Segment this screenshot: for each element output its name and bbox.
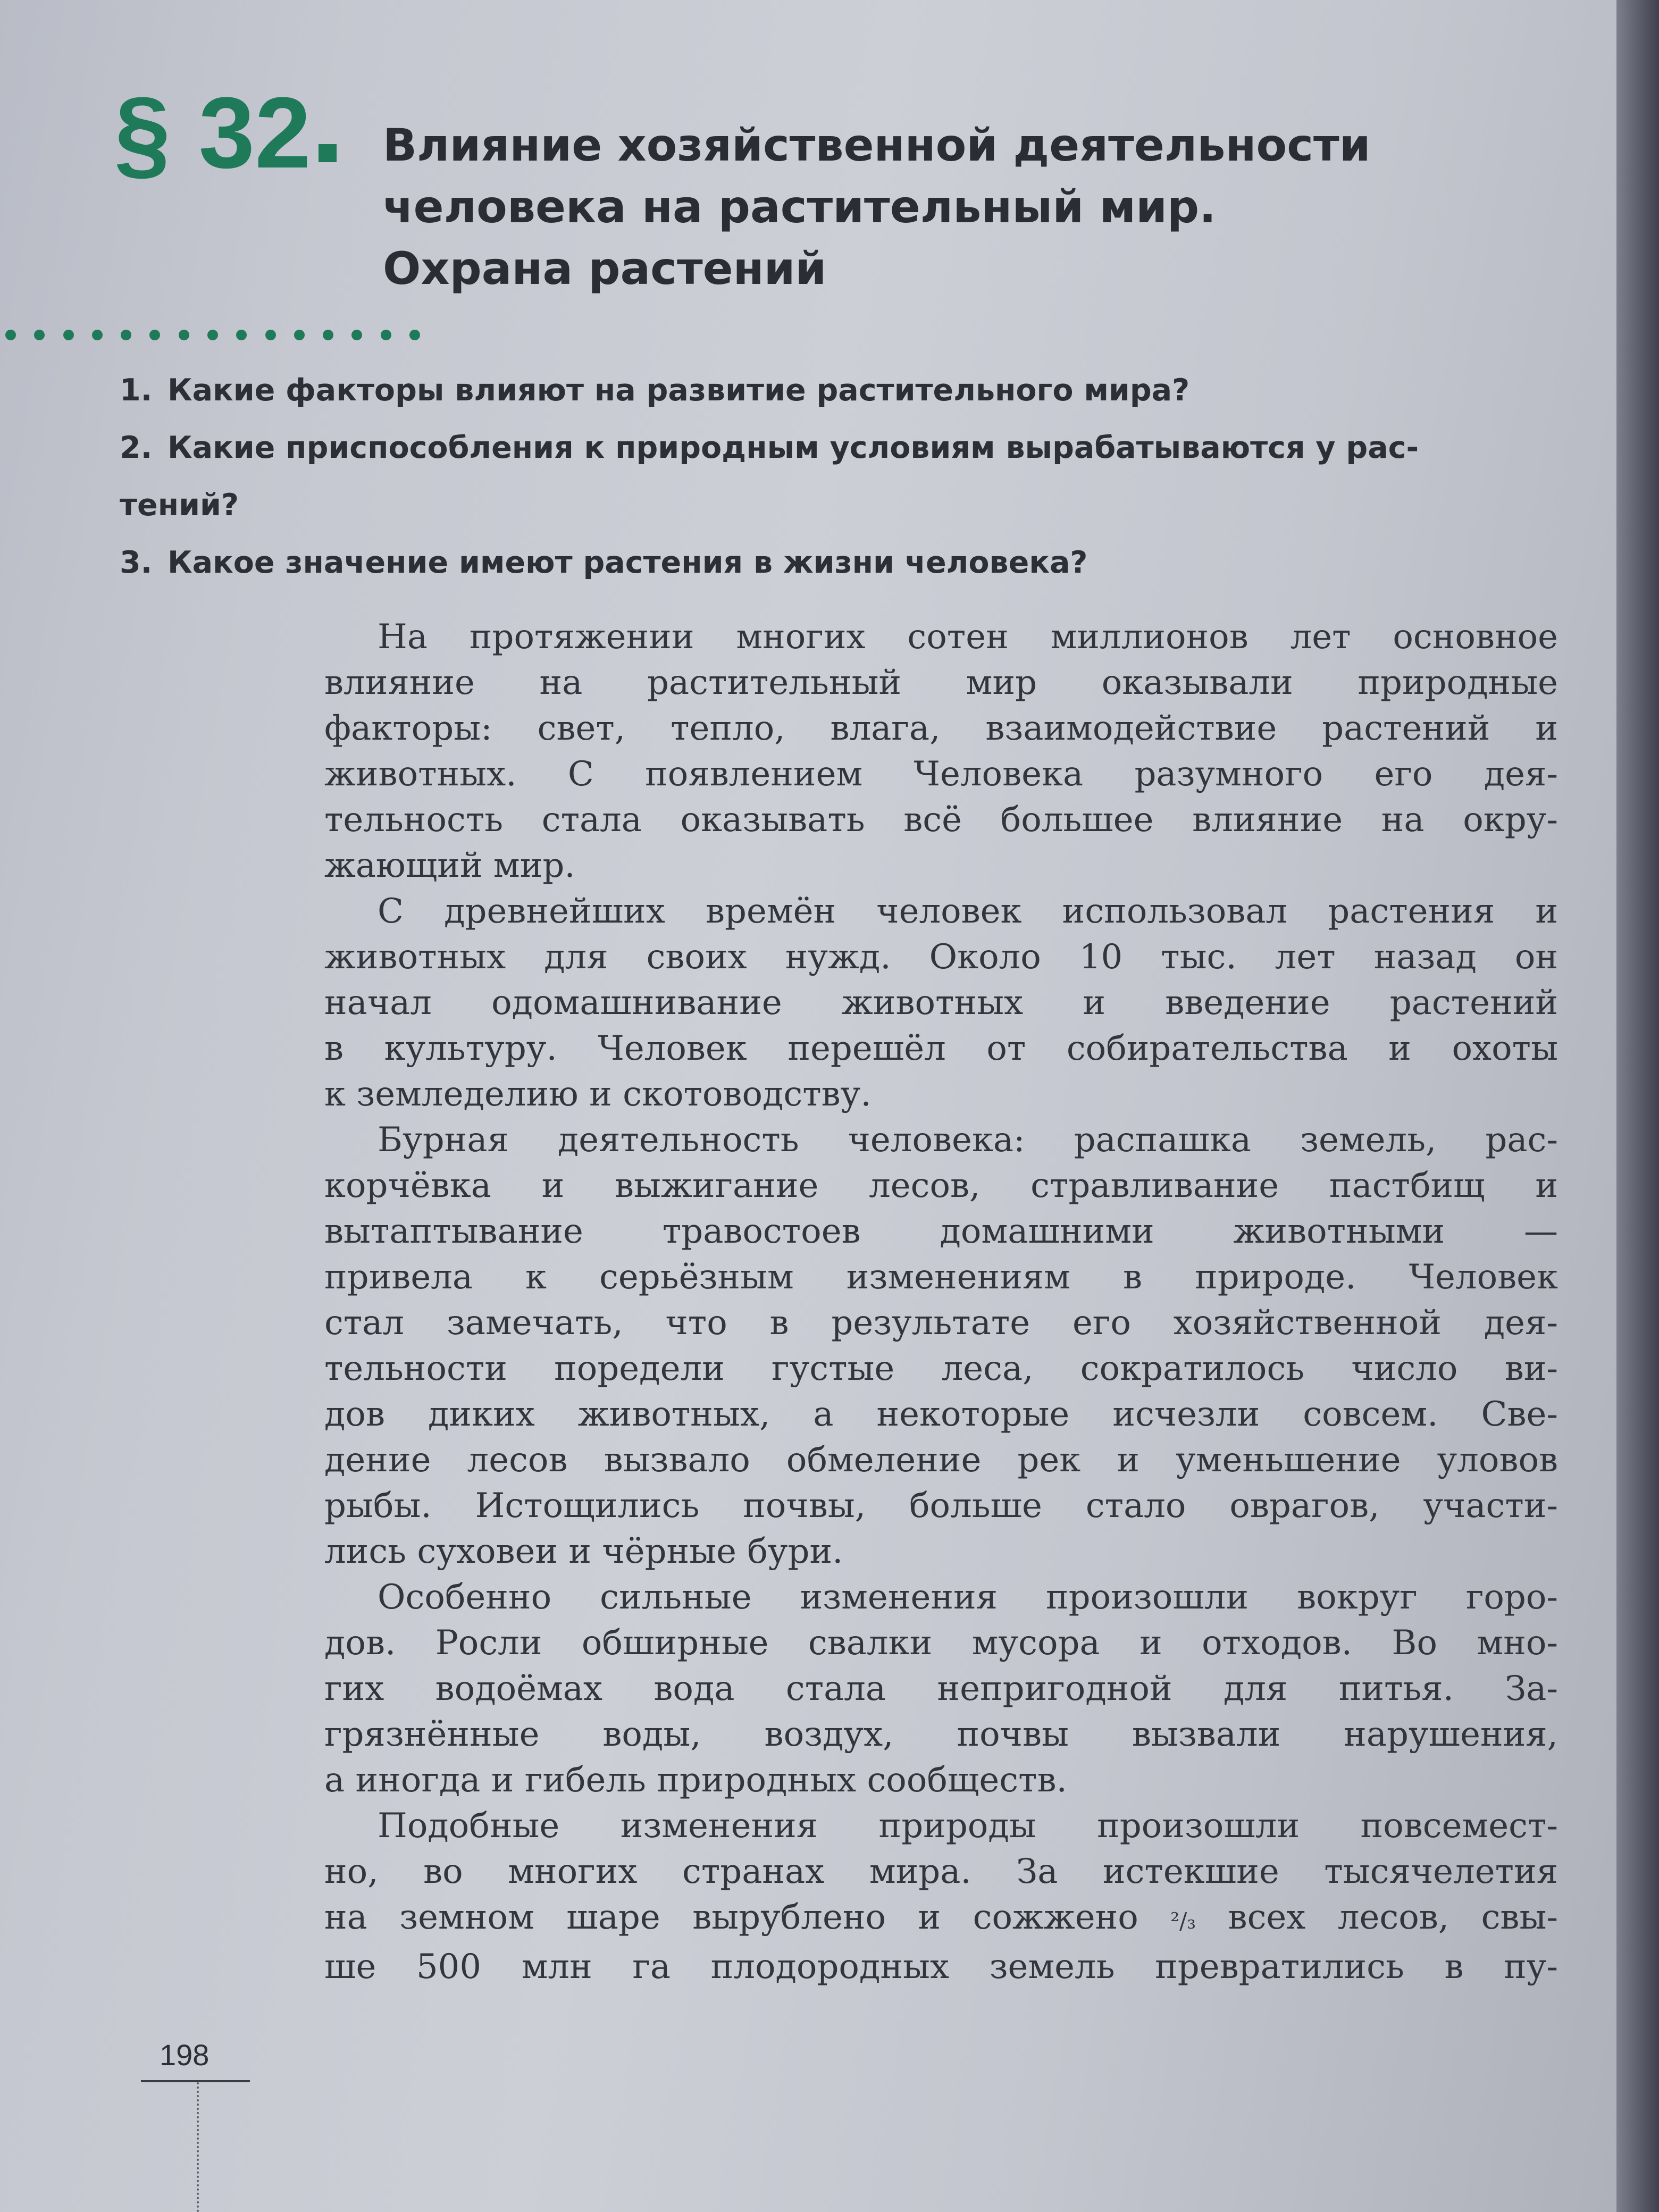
paragraph: [324, 1574, 1558, 1803]
text-line: тельность стала оказывать всё большее влияние на окру-: [324, 800, 1558, 840]
text-line: начал одомашнивание животных и введение растений: [324, 983, 1558, 1023]
margin-dotted-rule: [197, 2082, 199, 2212]
book-edge: [1616, 0, 1659, 2212]
question-text-continuation: тений?: [120, 488, 239, 523]
paragraph: [324, 1803, 1558, 1990]
title-line: человека на растительный мир.: [383, 181, 1217, 233]
text-line: На протяжении многих сотен миллионов лет основное: [378, 617, 1558, 657]
text-line: гих водоёмах вода стала непригодной для питья. За-: [324, 1669, 1558, 1708]
text-line: жающий мир.: [324, 846, 575, 885]
text-line: в культуру. Человек перешёл от собирательства и охоты: [324, 1029, 1558, 1068]
paragraph: [324, 1117, 1558, 1574]
question-text: Какое значение имеют растения в жизни человека?: [167, 545, 1088, 580]
text-line: вытаптывание травостоев домашними животными —: [324, 1212, 1558, 1251]
text-line: стал замечать, что в результате его хозяйственной дея-: [324, 1303, 1558, 1343]
text-line: влияние на растительный мир оказывали природные: [324, 663, 1558, 702]
title-line: Влияние хозяйственной деятельности: [383, 119, 1371, 171]
section-number-dot: [319, 144, 337, 162]
text-line: но, во многих странах мира. За истекшие тысячелетия: [324, 1852, 1558, 1891]
paragraph: [324, 614, 1558, 889]
text-line: Подобные изменения природы произошли повсемест-: [378, 1806, 1558, 1846]
question-number: 3.: [120, 545, 153, 580]
text-line: Особенно сильные изменения произошли вокруг горо-: [378, 1578, 1558, 1617]
review-questions: [120, 362, 1608, 591]
text-line: тельности поредели густые леса, сократилось число ви-: [324, 1349, 1558, 1388]
text-line: привела к серьёзным изменениям в природе. Человек: [324, 1258, 1558, 1297]
question-item: [120, 419, 1608, 476]
text-line: лись суховеи и чёрные бури.: [324, 1532, 843, 1571]
text-line: к земледелию и скотоводству.: [324, 1075, 872, 1114]
section-number: § 32: [114, 80, 337, 186]
fraction: ²/₃: [1170, 1908, 1196, 1934]
page-number: 198: [160, 2038, 210, 2072]
text-line: корчёвка и выжигание лесов, стравливание пастбищ и: [324, 1166, 1558, 1205]
title-line: Охрана растений: [383, 242, 827, 295]
text-line: рыбы. Истощились почвы, больше стало оврагов, участи-: [324, 1486, 1558, 1526]
question-number: 1.: [120, 373, 153, 408]
text-line: факторы: свет, тепло, влага, взаимодействие растений и: [324, 709, 1558, 748]
question-item: [120, 362, 1608, 419]
question-text: Какие приспособления к природным условиям вырабатываются у рас-: [167, 430, 1419, 465]
text-line: на земном шаре вырублено и сожжено ²/₃ всех лесов, свы-: [324, 1898, 1558, 1937]
text-line: грязнённые воды, воздух, почвы вызвали нарушения,: [324, 1715, 1558, 1754]
question-text: Какие факторы влияют на развитие растительного мира?: [167, 373, 1190, 408]
body-text: [324, 614, 1558, 1990]
dotted-divider: [5, 330, 420, 346]
text-line: Бурная деятельность человека: распашка земель, рас-: [378, 1120, 1558, 1160]
text-line: а иногда и гибель природных сообществ.: [324, 1761, 1067, 1800]
text-line: дов. Росли обширные свалки мусора и отходов. Во мно-: [324, 1623, 1558, 1663]
question-number: 2.: [120, 430, 153, 465]
text-line: ше 500 млн га плодородных земель превратились в пу-: [324, 1947, 1558, 1987]
text-line: животных. С появлением Человека разумного его дея-: [324, 755, 1558, 794]
question-item: [120, 534, 1608, 591]
section-title: [383, 114, 1553, 299]
text-line: дов диких животных, а некоторые исчезли совсем. Све-: [324, 1395, 1558, 1434]
page-number-rule: [141, 2080, 250, 2082]
paragraph: [324, 889, 1558, 1117]
text-line: С древнейших времён человек использовал растения и: [378, 892, 1558, 931]
text-line: дение лесов вызвало обмеление рек и уменьшение уловов: [324, 1440, 1558, 1480]
text-line: животных для своих нужд. Около 10 тыс. лет назад он: [324, 937, 1558, 977]
